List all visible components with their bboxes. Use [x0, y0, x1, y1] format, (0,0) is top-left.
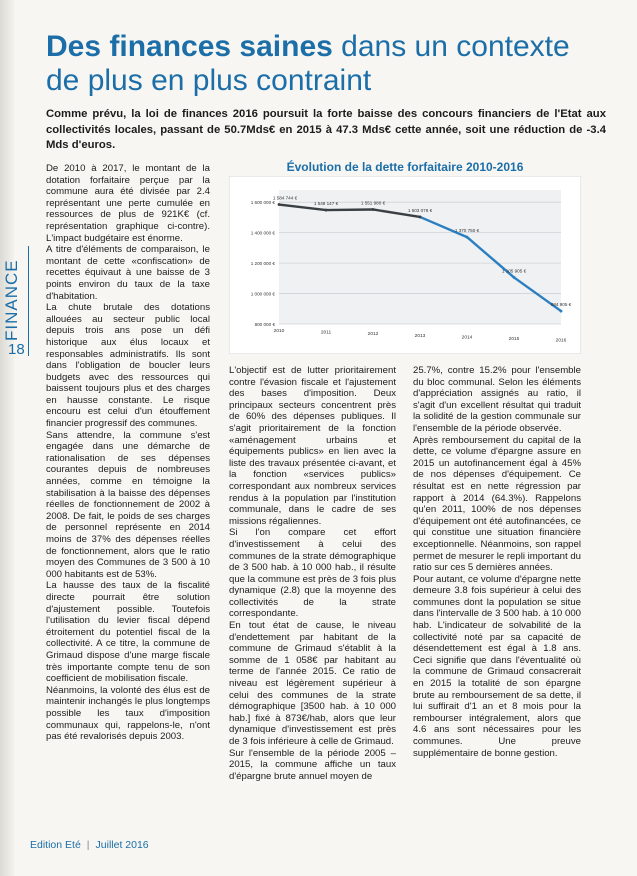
paragraph: Néanmoins, la volonté des élus est de maintenir inchangés le plus longtemps possible les taux d'imposition communaux qui, rappelons-le, n'ont pas été revalorisés depuis 2003. — [46, 684, 210, 743]
column-3 — [413, 365, 581, 759]
data-label: 1 584 744 € — [272, 195, 298, 201]
paragraph: De 2010 à 2017, le montant de la dotation forfaitaire perçue par la commune aura été divisée par 2.4 représentant une perte cumulée en ressources de plus de 921K€ (cf. représentation graphique ci-contre). L'impact budgétaire est énorme. — [46, 163, 210, 244]
y-tick-label: 1 600 000 € — [250, 200, 275, 206]
y-tick-label: 1 000 000 € — [250, 291, 275, 297]
x-tick-label: 2011 — [320, 330, 332, 336]
footer-edition: Edition Eté — [30, 839, 81, 851]
data-point — [513, 276, 516, 279]
x-tick-label: 2012 — [367, 332, 379, 338]
x-tick-label: 2015 — [508, 337, 520, 342]
data-label: 1 551 980 € — [360, 200, 386, 206]
data-point — [372, 208, 375, 211]
data-label: 884 905 € — [550, 302, 572, 308]
y-tick-label: 1 200 000 € — [250, 261, 275, 267]
page-title — [46, 30, 606, 98]
footer-date: Juillet 2016 — [95, 839, 149, 851]
data-label: 1 370 750 € — [454, 228, 480, 234]
data-point — [560, 310, 563, 313]
y-tick-label: 1 400 000 € — [250, 230, 275, 236]
page-number: 18 — [8, 341, 25, 358]
page-footer — [30, 839, 149, 851]
title-bold-part: Des finances saines — [46, 30, 333, 63]
data-label: 1 105 905 € — [501, 268, 527, 274]
page-spine — [0, 0, 14, 876]
data-label: 1 503 078 € — [407, 207, 433, 213]
y-tick-label: 800 000 € — [254, 322, 275, 327]
column-1 — [46, 163, 210, 743]
section-divider-line — [28, 246, 29, 356]
x-tick-label: 2010 — [273, 329, 285, 334]
data-point — [278, 203, 281, 206]
paragraph: Sur l'ensemble de la période 2005 – 2015, la commune affiche un taux d'épargne brute annuel moyen de — [229, 747, 396, 782]
x-tick-label: 2013 — [414, 333, 426, 339]
data-point — [419, 216, 422, 219]
lead-paragraph: Comme prévu, la loi de finances 2016 poursuit la forte baisse des concours financiers de l'Etat aux collectivités locales, passant de 50.7Mds€ en 2015 à 47.3 Mds€ cette année, soit une réduction de -3.4 Mds d'euros. — [46, 108, 606, 151]
series-line-segment — [326, 209, 373, 210]
data-label: 1 548 147 € — [313, 201, 339, 207]
data-point — [466, 236, 469, 239]
paragraph: Pour autant, ce volume d'épargne nette demeure 3.8 fois supérieur à celui des communes dont la population se situe dans l'intervalle de 3 500 hab. à 10 000 hab. L'indicateur de solvabilité de la collectivité noté par sa capacité de désendettement est égal à 1.8 ans. Ceci signifie que dans l'éventualité où la commune de Grimaud consacrerait en 2015 la totalité de son épargne brute au remboursement de sa dette, il lui suffirait d'1 an et 8 mois pour la rembourser intégralement, alors que 4.6 ans sont nécessaires pour les communes. Une preuve supplémentaire de bonne gestion. — [413, 573, 581, 759]
paragraph: L'objectif est de lutter prioritairement contre l'évasion fiscale et l'ajustement des bases d'imposition. Deux principaux secteurs concentrent près de 60% des dépenses publiques. Il s'agit prioritairement de la fonction «aménagement urbains et équipements publics» en lien avec la liste des travaux présentée ci-avant, et la fonction «services publics» correspondant aux nombreux services rendus à la population par l'institution communale, dans le cadre de ses missions régaliennes. — [229, 365, 396, 527]
data-point — [325, 209, 328, 212]
paragraph: Si l'on compare cet effort d'investissement à celui des communes de la strate démographique de 3 500 hab. à 10 000 hab., il résulte que la commune est près de 3 fois plus dynamique (2.8) que la moyenne des collectivités de la strate correspondante. — [229, 527, 396, 620]
title-regular-part: dans un contexte de plus en plus contraint — [46, 30, 570, 97]
x-tick-label: 2016 — [555, 338, 567, 344]
chart-title: Évolution de la dette forfaitaire 2010-2016 — [286, 160, 524, 174]
paragraph: Sans attendre, la commune s'est engagée dans une démarche de rationalisation de ses dépenses courantes depuis de nombreuses années, comme en témoigne la stabilisation à la baisse des dépenses réelles de fonctionnement de 2002 à 2008. De fait, le poids de ses charges de personnel représente en 2014 moins de 37% des dépenses réelles de fonctionnement, alors que le ratio moyen des Communes de 3 500 à 10 000 habitants est de 53%. — [46, 429, 210, 580]
paragraph: A titre d'éléments de comparaison, le montant de cette «confiscation» de recettes équivaut à une baisse de 3 points environ du taux de la taxe d'habitation. — [46, 244, 210, 302]
paragraph: La chute brutale des dotations allouées au secteur public local depuis trois ans pose un défi historique aux élus locaux et responsables administratifs. Ils sont dans l'obligation de boucler leurs budgets avec des ressources qui baissent toujours plus et des charges en hausse constante. Le risque encouru est celui d'un étouffement financier progressif des communes. — [46, 302, 210, 430]
paragraph: La hausse des taux de la fiscalité directe pourrait être solution d'ajustement possible. Toutefois l'utilisation du levier fiscal dépend étroitement du potentiel fiscal de la collectivité. A ce titre, la commune de Grimaud dispose d'une marge fiscale très importante compte tenu de son coefficient de mobilisation fiscale. — [46, 580, 210, 685]
section-label: FINANCE — [2, 259, 21, 341]
x-tick-label: 2014 — [461, 335, 473, 341]
debt-chart — [229, 176, 581, 354]
column-2 — [229, 365, 396, 782]
paragraph: 25.7%, contre 15.2% pour l'ensemble du bloc communal. Selon les éléments d'appréciation assignés au ratio, il s'agit d'un excellent résultat qui traduit la solidité de la gestion communale sur l'ensemble de la période observée. — [413, 365, 581, 434]
footer-separator: | — [86, 839, 90, 851]
paragraph: Après remboursement du capital de la dette, ce volume d'épargne assure en 2015 un autofinancement égal à 45% de nos dépenses d'équipement. Ce résultat est en nette régression par rapport à 2014 (64.3%). Rappelons qu'en 2011, 100% de nos dépenses d'équipement ont été autofinancées, ce qui constitue une situation financière exceptionnelle. Néanmoins, son rappel permet de mesurer le repli important du ratio sur ces 5 dernières années. — [413, 434, 581, 574]
paragraph: En tout état de cause, le niveau d'endettement par habitant de la commune de Grimaud s'établit à la somme de 1 058€ par habitant au terme de l'année 2015. Ce ratio de niveau est légèrement supérieur à celui des communes de la strate démographique [3500 hab. à 10 000 hab.] fixé à 873€/hab, alors que leur dynamique d'investissement est près de 3 fois inférieure à celle de Grimaud. — [229, 620, 396, 747]
